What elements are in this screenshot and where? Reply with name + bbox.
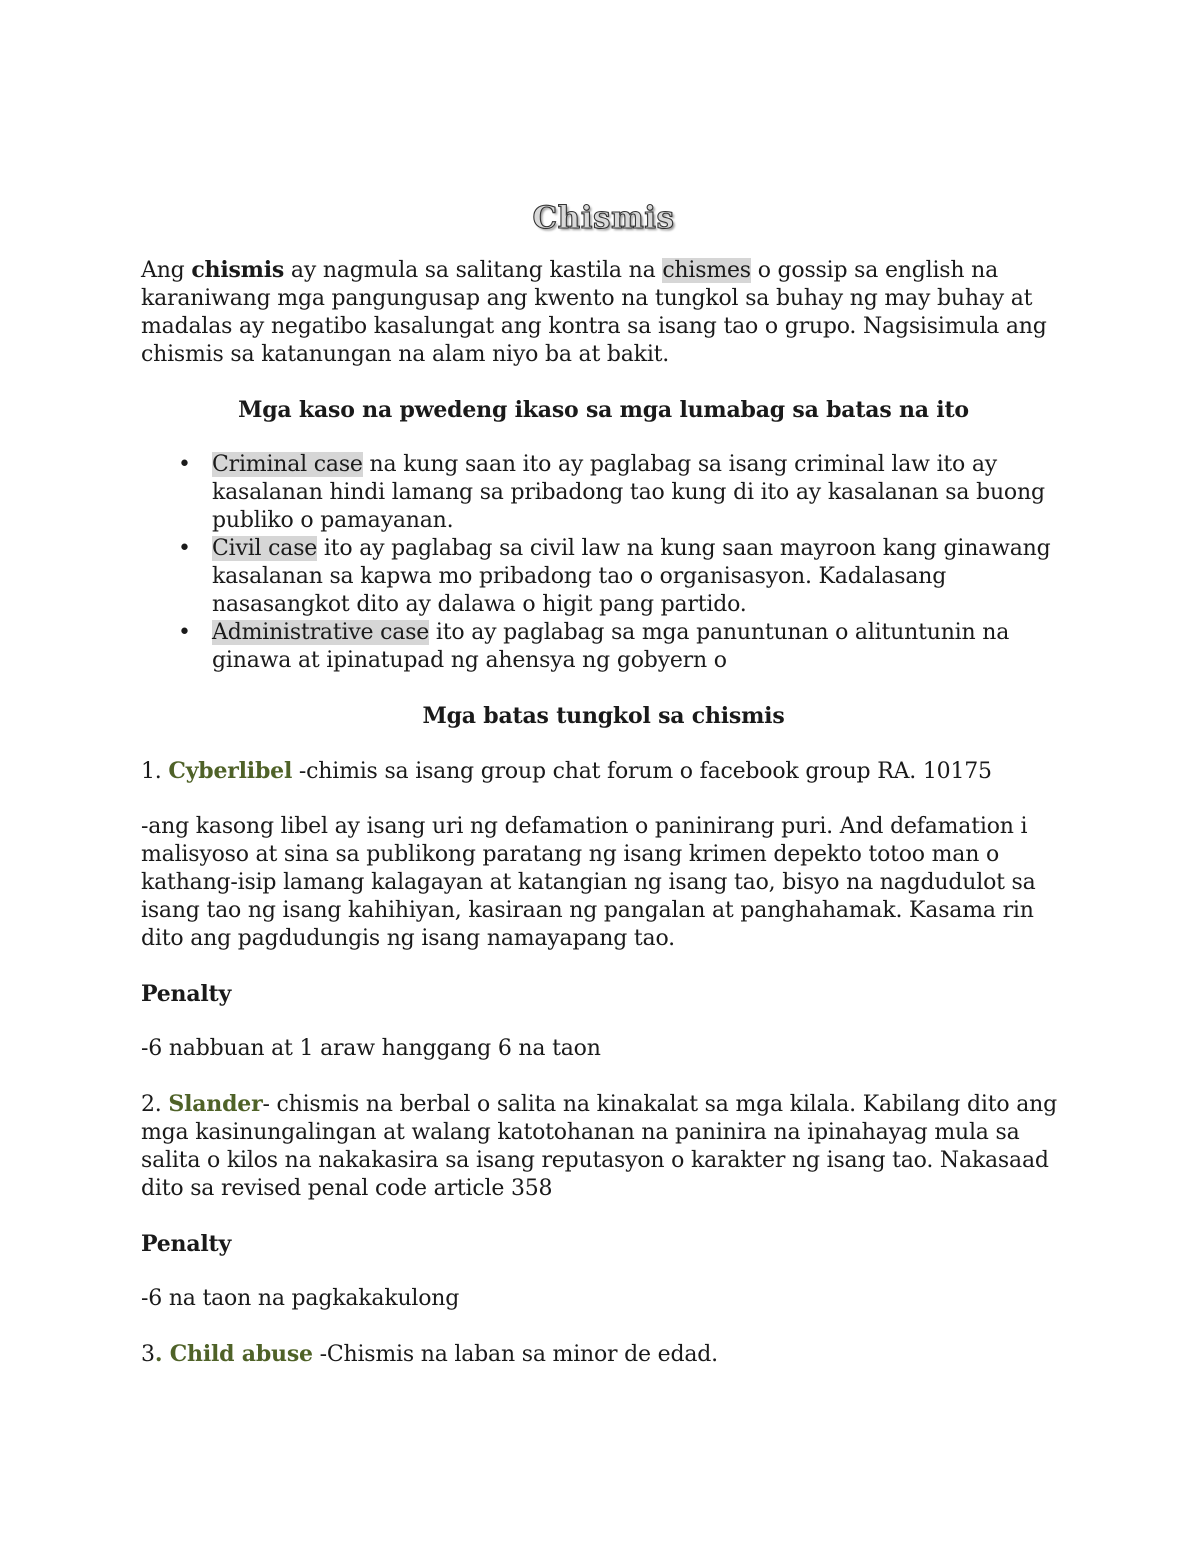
case-description: ito ay paglabag sa civil law na kung saan mayroon kang ginawang kasalanan sa kapwa mo pribadong tao o organisasyon. Kadalasang nasasangkot dito ay dalawa o higit pang partido. xyxy=(212,536,1051,617)
law-description: - chismis na berbal o salita na kinakalat sa mga kilala. Kabilang dito ang mga kasinungalingan at walang katotohanan na paninira na ipinahayag mula sa salita o kilos na nakakasira sa isang reputasyon o karakter ng isang tao. Nakasaad dito sa revised penal code article 358 xyxy=(141,1092,1057,1201)
cases-heading: Mga kaso na pwedeng ikaso sa mga lumabag sa batas na ito xyxy=(238,397,969,423)
law-name-cyberlibel: Cyberlibel xyxy=(168,758,293,784)
penalty-value-slander: -6 na taon na pagkakakulong xyxy=(141,1286,460,1311)
case-name: Civil case xyxy=(212,536,318,561)
bullet-icon: • xyxy=(178,452,191,477)
list-item-civil-case xyxy=(141,535,1066,619)
document-title: Chismis xyxy=(532,200,675,236)
intro-lead: Ang xyxy=(141,258,192,283)
intro-text-part3: o gossip sa english na karaniwang mga pangungusap ang kwento na tungkol sa buhay ng may buhay at madalas ay negatibo kasalungat ang kontra sa isang tao o grupo. Nagsisimula ang chismis sa katanungan na alam niyo ba at bakit. xyxy=(141,258,1047,367)
case-description: na kung saan ito ay paglabag sa isang criminal law ito ay kasalanan hindi lamang sa pribadong tao kung di ito ay kasalanan sa buong publiko o pamayanan. xyxy=(212,452,1045,533)
law-description: -chimis sa isang group chat forum o facebook group RA. 10175 xyxy=(292,759,992,784)
intro-text-part2: ay nagmula sa salitang kastila na xyxy=(284,258,663,283)
list-item-criminal-case xyxy=(141,451,1066,535)
case-name: Criminal case xyxy=(212,452,363,477)
law-number: 1. xyxy=(141,759,169,784)
penalty-value-cyberlibel: -6 nabbuan at 1 araw hanggang 6 na taon xyxy=(141,1036,601,1061)
law-cyberlibel xyxy=(141,757,1066,786)
penalty-label-slander: Penalty xyxy=(141,1231,232,1257)
law-name-child-abuse: . Child abuse xyxy=(154,1341,313,1367)
law-slander xyxy=(141,1090,1066,1203)
bullet-icon: • xyxy=(178,620,191,645)
case-description: ito ay paglabag sa mga panuntunan o alituntunin na ginawa at ipinatupad ng ahensya ng gobyern o xyxy=(212,620,1010,673)
intro-term-chismes: chismes xyxy=(662,258,751,283)
cases-list xyxy=(141,451,1066,675)
law-name-slander: Slander xyxy=(168,1091,263,1117)
intro-paragraph xyxy=(141,256,1066,369)
laws-heading: Mga batas tungkol sa chismis xyxy=(422,703,785,729)
penalty-label-cyberlibel: Penalty xyxy=(141,981,232,1007)
list-item-administrative-case xyxy=(141,619,1066,675)
case-name: Administrative case xyxy=(212,620,430,645)
law-number: 2. xyxy=(141,1092,169,1117)
law-description: -Chismis na laban sa minor de edad. xyxy=(312,1342,718,1367)
document-page xyxy=(141,196,1066,1396)
law-child-abuse xyxy=(141,1340,1066,1369)
cyberlibel-detail: -ang kasong libel ay isang uri ng defamation o paninirang puri. And defamation i malisyoso at sina sa publikong paratang ng isang krimen depekto totoo man o kathang-isip lamang kalagayan at katangian ng isang tao, bisyo na nagdudulot sa isang tao ng isang kahihiyan, kasiraan ng pangalan at panghahamak. Kasama rin dito ang pagdudungis ng isang namayapang tao. xyxy=(141,814,1036,951)
bullet-icon: • xyxy=(178,536,191,561)
intro-term-chismis: chismis xyxy=(191,257,285,283)
law-number: 3 xyxy=(141,1342,155,1367)
